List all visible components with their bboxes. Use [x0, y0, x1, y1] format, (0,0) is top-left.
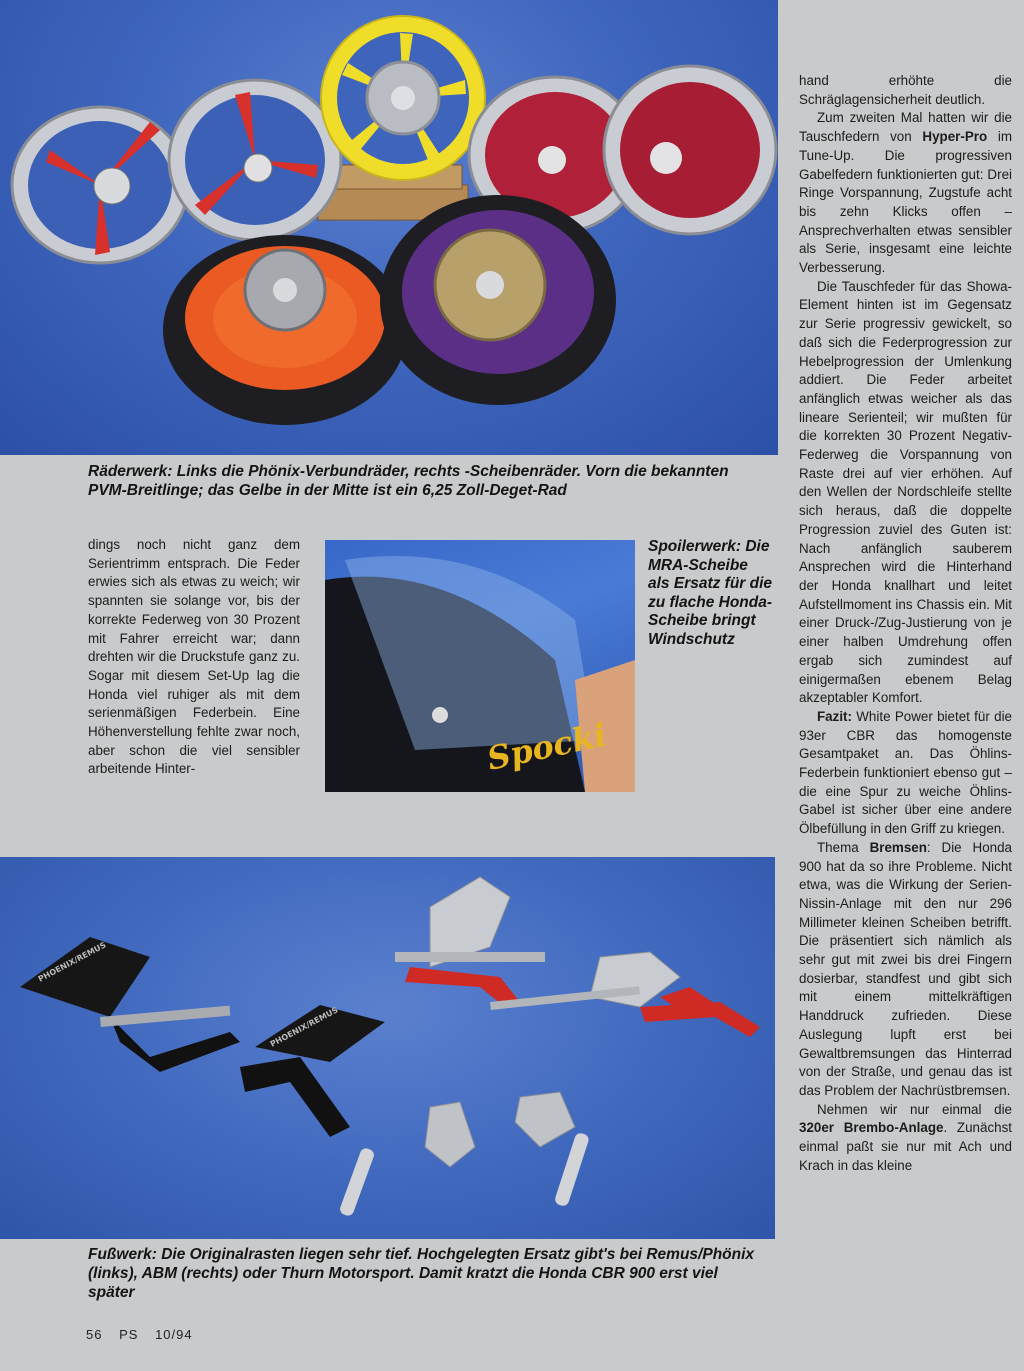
wheel-red-disc-rear — [604, 66, 776, 234]
paragraph: hand erhöhte die Schräglagensicherheit deutlich. — [799, 73, 1012, 107]
footrest-set-abm — [395, 877, 760, 1037]
paragraph: Zum zweiten Mal hatten wir die Tauschfedern von Hyper-Pro im Tune-Up. Die progressiven Gabelfedern funktionierten gut: Drei Ringe Vorspannung, Zugstufe acht bis zehn Klicks offen – Ansprechverhalten etwas sensibler als Serie, insgesamt eine leichte Verbesserung. — [799, 110, 1012, 276]
wheel-phoenix-right — [169, 80, 341, 240]
paragraph: Thema Bremsen: Die Honda 900 hat da so ihre Probleme. Nicht etwa, was die Wirkung der Serien-Nissin-Anlage mit den nur 296 Millimeter kleinen Scheiben betrifft. Die präsentiert sich nämlich als sehr gut mit zwei bis drei Fingern dosierbar, standfest und gibt sich mit einem mittelkräftigen Handdruck zufrieden. Diese Auslegung lupft erst bei Gewaltbremsungen das Hinterrad von der Straße, und genau das ist das Problem der Nachrüstbremsen. — [799, 839, 1012, 1098]
article-column-right — [799, 72, 1012, 1175]
article-column-middle — [88, 536, 300, 779]
paragraph: Die Tauschfeder für das Showa-Element hinten ist im Gegensatz zur Serie progressiv gewickelt, so daß sich die Federprogression zur Hebelprogression der Umlenkung addiert. Die Feder arbeitet anfänglich etwas weicher als das lineare Serienteil; wir mußten für die korrekten 30 Prozent Negativ-Federweg die Vorspannung von Raste drei auf vier erhöhen. Auf den Wellen der Nordschleife stellte sich heraus, daß die doppelte Progression zuviel des Guten ist: Nach anfänglich sauberem Ansprechen wird die Hinterhand der Honda knallhart und leitet Aufstellmoment ins Chassis ein. Mit einer Druck-/Zug-Justierung von je einer halben Umdrehung offen ergab sich zumindest auf einigermaßen ebenem Belag akzeptabler Komfort. — [799, 278, 1012, 706]
wheels-illustration — [0, 0, 778, 455]
brand-label: PHOENIX/REMUS — [36, 940, 108, 984]
wheel-phoenix-left — [12, 107, 188, 263]
footrest-brackets-thurn — [338, 1092, 590, 1217]
wheel-deget-yellow — [321, 16, 485, 180]
page-footer — [86, 1327, 205, 1342]
spoiler-photo — [325, 540, 635, 792]
spocki-sticker: Spocki — [483, 715, 610, 778]
paragraph: Fazit: White Power bietet für die 93er CBR das homogenste Gesamtpaket an. Das Öhlins-Federbein funktioniert ebenso gut – die eine Spur zu weiche Öhlins-Gabel ist sicher über eine andere Ölbefüllung in den Griff zu kriegen. — [799, 708, 1012, 837]
paragraph: dings noch nicht ganz dem Serientrimm entsprach. Die Feder erwies sich als etwas zu weich; wir spannten sie solange vor, bis der korrekte Federweg von 30 Prozent mit Fahrer erreicht war; dann drehten wir die Druckstufe ganz zu. Sogar mit diesem Set-Up lag die Honda viel ruhiger als mit dem serienmäßigen Federbein. Eine Höhenverstellung fehlte zwar noch, aber schon die viel sensibler arbeitende Hinter- — [88, 537, 300, 777]
wheels-photo — [0, 0, 778, 455]
caption-footpegs: Fußwerk: Die Originalrasten liegen sehr tief. Hochgelegten Ersatz gibt's bei Remus/Phönix (links), ABM (rechts) oder Thurn Motorsport. Damit kratzt die Honda CBR 900 erst viel später — [88, 1246, 755, 1301]
footrest-set-remus-left — [20, 937, 385, 1137]
footpegs-photo — [0, 857, 775, 1239]
wheel-pvm-orange — [163, 235, 407, 425]
issue-number: 10/94 — [155, 1327, 193, 1342]
wheel-pvm-purple — [380, 195, 616, 405]
magazine-name: PS — [119, 1327, 139, 1342]
brand-label: PHOENIX/REMUS — [268, 1005, 340, 1049]
caption-wheels: Räderwerk: Links die Phönix-Verbundräder, rechts -Scheibenräder. Vorn die bekannten PVM-Breitlinge; das Gelbe in der Mitte ist ein 6,25 Zoll-Deget-Rad — [88, 463, 729, 499]
topic-bremsen: Bremsen — [869, 839, 927, 855]
brand-hyperpro: Hyper-Pro — [922, 129, 988, 145]
caption-spoiler: Spoilerwerk: Die MRA-Scheibe als Ersatz für die zu flache Honda-Scheibe bringt Windschutz — [648, 538, 773, 648]
brand-brembo: 320er Brembo-Anlage — [799, 1120, 944, 1136]
spoiler-illustration — [325, 540, 635, 792]
footpegs-illustration — [0, 857, 775, 1239]
page-number: 56 — [86, 1327, 103, 1342]
paragraph: Nehmen wir nur einmal die 320er Brembo-Anlage. Zunächst einmal paßt sie nur mit Ach und Krach in das kleine — [799, 1101, 1012, 1173]
fazit-label: Fazit: — [817, 708, 852, 724]
